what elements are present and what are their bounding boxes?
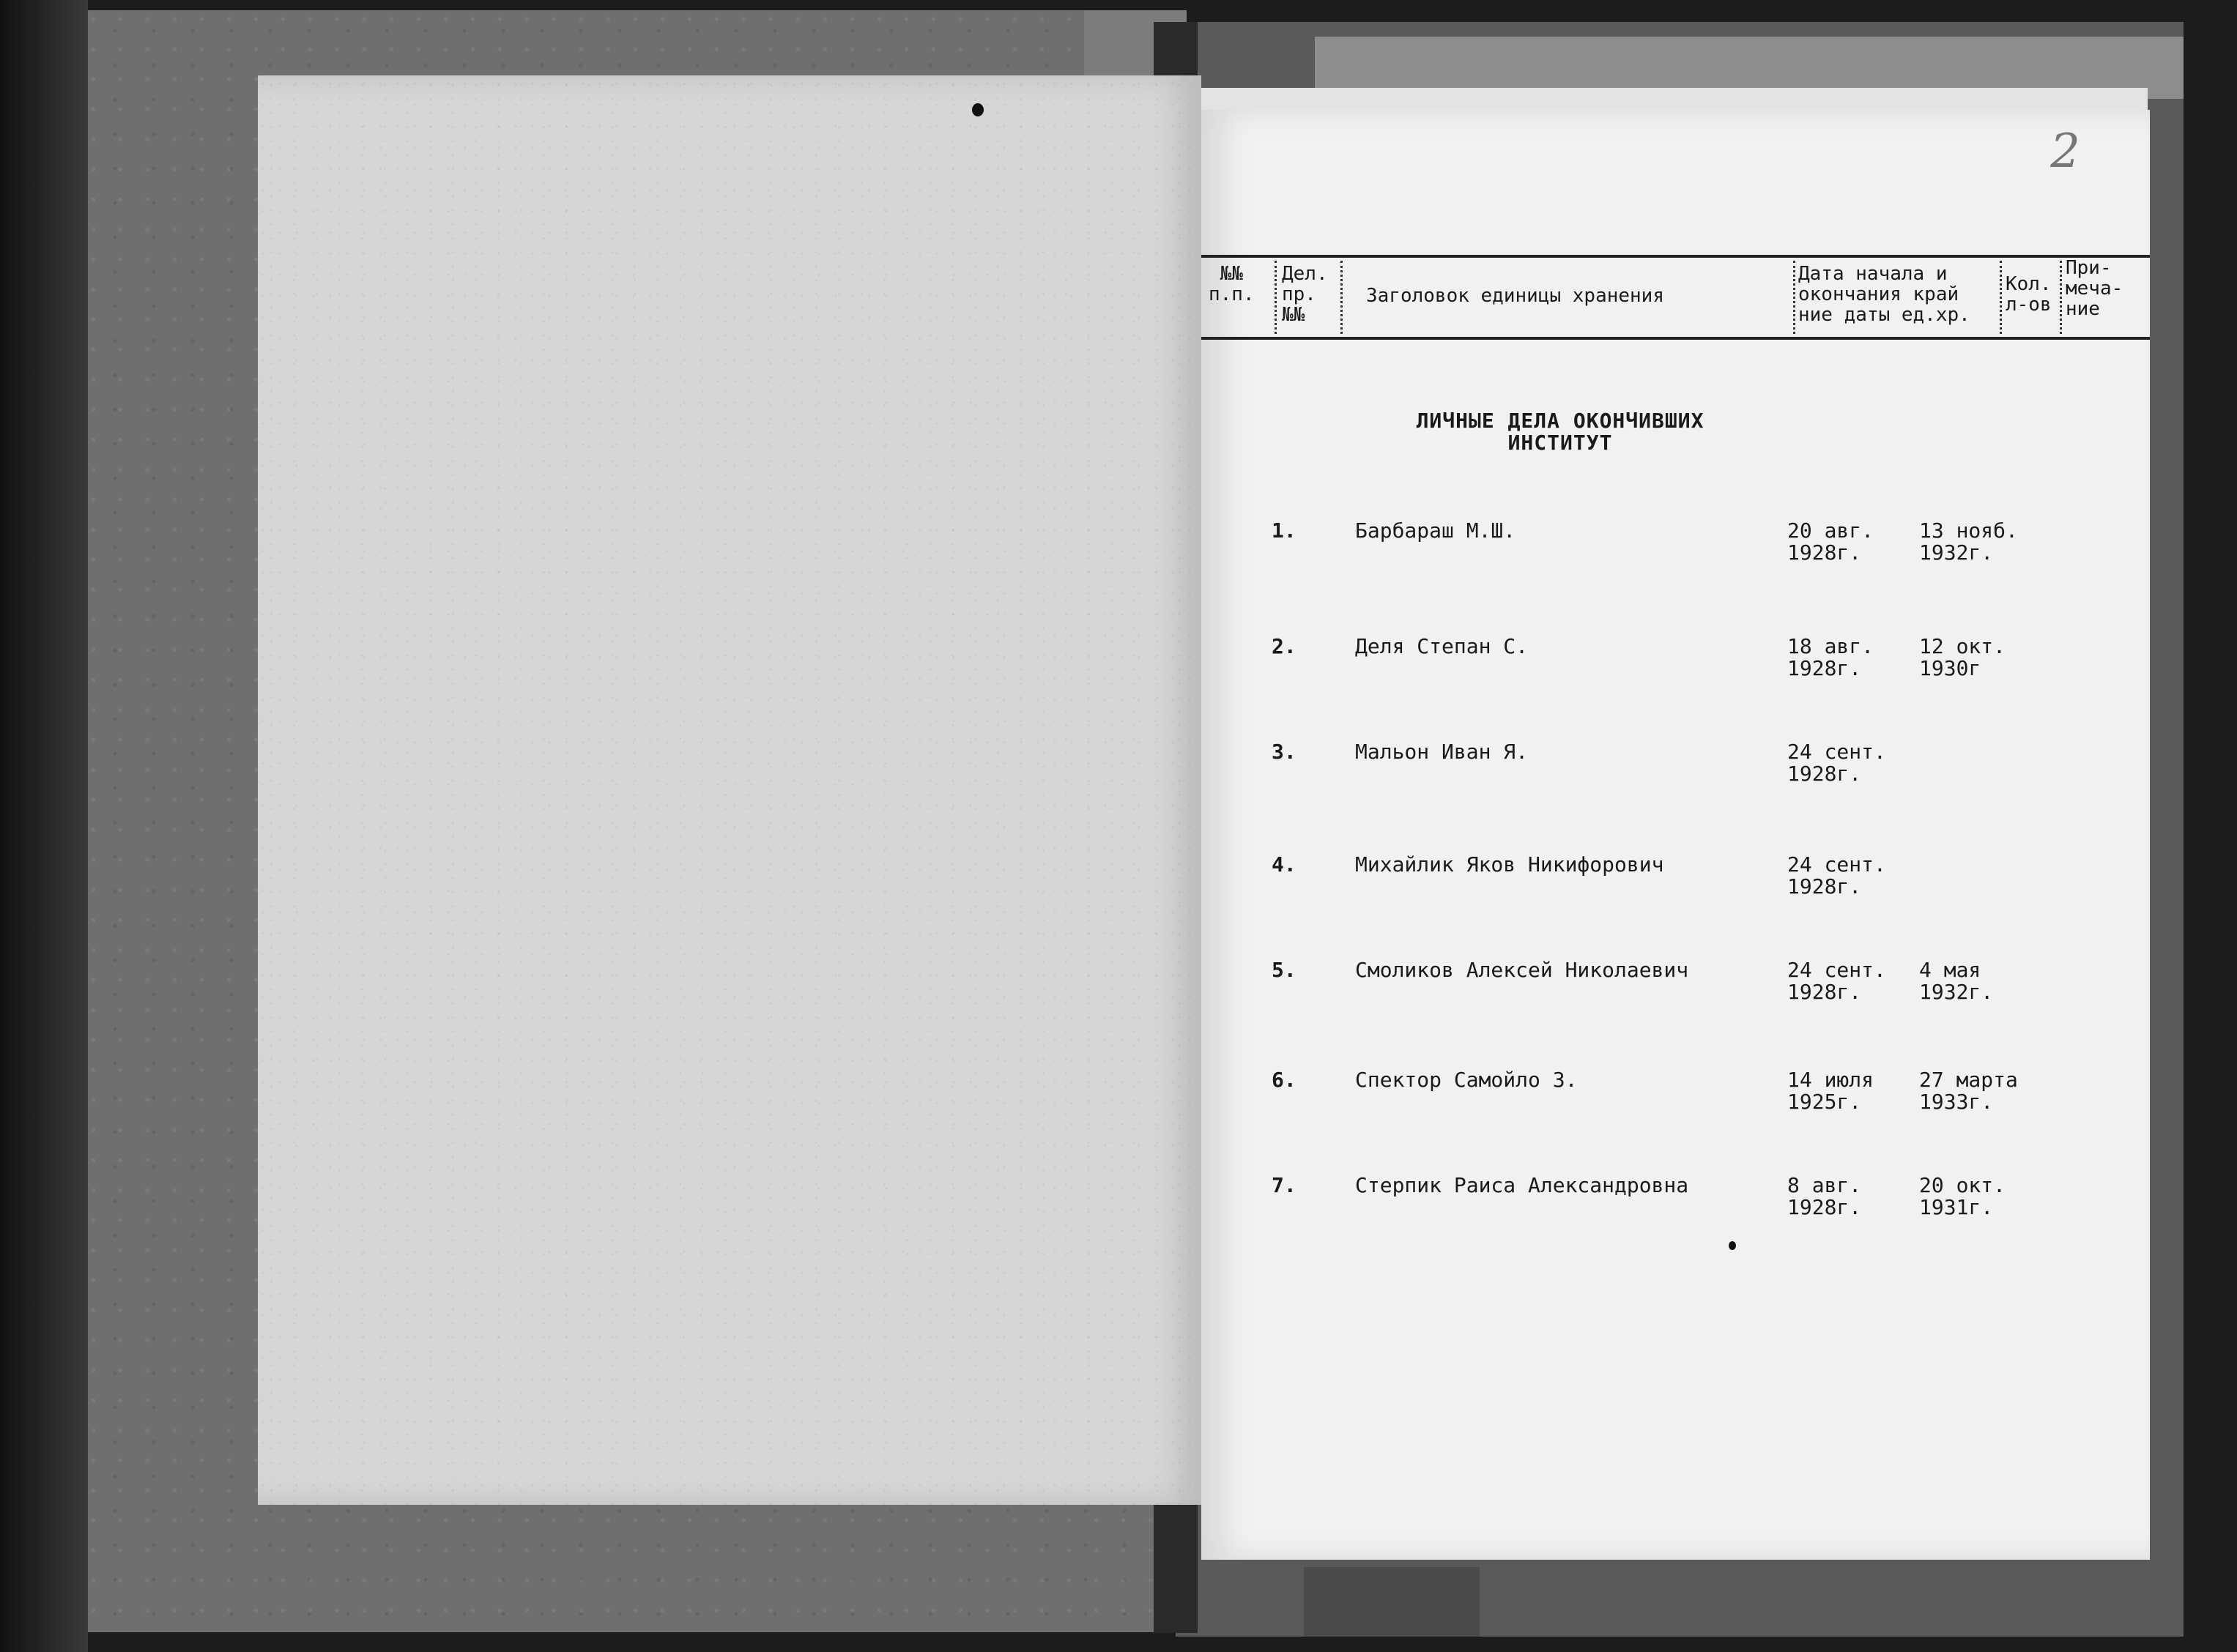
table-row xyxy=(1201,1175,2150,1221)
start-date-day: 24 сент. xyxy=(1787,958,1886,982)
header-sheets: Кол. л-ов xyxy=(2006,273,2052,316)
header-title: Заголовок единицы хранения xyxy=(1366,285,1664,307)
start-date-year: 1925г. xyxy=(1787,1090,1862,1114)
end-date-day: 12 окт. xyxy=(1919,634,2006,658)
row-title: Стерпик Раиса Александровна xyxy=(1355,1173,1689,1197)
start-date-day: 20 авг. xyxy=(1787,518,1874,543)
row-title: Смоликов Алексей Николаевич xyxy=(1355,958,1689,982)
row-number: 6. xyxy=(1272,1068,1296,1092)
start-date xyxy=(1787,1175,1861,1218)
end-date-day: 13 нояб. xyxy=(1919,518,2018,543)
header-divider xyxy=(2000,261,2002,334)
scan-edge xyxy=(0,0,88,1652)
start-date-year: 1928г. xyxy=(1787,762,1862,786)
start-date-day: 8 авг. xyxy=(1787,1173,1862,1197)
start-date xyxy=(1787,854,1886,898)
header-num: №№ п.п. xyxy=(1209,263,1255,305)
end-date-year: 1931г. xyxy=(1919,1195,1994,1219)
table-header xyxy=(1201,255,2150,340)
end-date xyxy=(1919,1175,2006,1218)
table-row xyxy=(1201,1069,2150,1116)
end-date-day: 27 марта xyxy=(1919,1068,2018,1092)
ink-spot xyxy=(1729,1241,1736,1250)
header-divider xyxy=(2060,261,2062,334)
end-date xyxy=(1919,520,2018,564)
row-title: Михайлик Яков Никифорович xyxy=(1355,852,1664,877)
inventory-page xyxy=(1201,110,2150,1560)
start-date-day: 18 авг. xyxy=(1787,634,1874,658)
table-row xyxy=(1201,741,2150,788)
row-number: 5. xyxy=(1272,958,1296,982)
table-row xyxy=(1201,959,2150,1006)
row-title: Спектор Самойло З. xyxy=(1355,1068,1578,1092)
start-date-year: 1928г. xyxy=(1787,980,1862,1004)
end-date-year: 1932г. xyxy=(1919,540,1994,565)
row-number: 3. xyxy=(1272,740,1296,764)
row-title: Мальон Иван Я. xyxy=(1355,740,1529,764)
start-date xyxy=(1787,520,1874,564)
start-date-year: 1928г. xyxy=(1787,1195,1862,1219)
row-number: 4. xyxy=(1272,852,1296,877)
start-date-year: 1928г. xyxy=(1787,656,1862,680)
end-date-day: 4 мая xyxy=(1919,958,1981,982)
start-date xyxy=(1787,959,1886,1003)
end-date-year: 1933г. xyxy=(1919,1090,1994,1114)
start-date xyxy=(1787,1069,1874,1113)
section-title-line: ИНСТИТУТ xyxy=(1507,431,1613,455)
start-date-day: 14 июля xyxy=(1787,1068,1874,1092)
start-date xyxy=(1787,741,1886,785)
header-divider xyxy=(1340,261,1343,334)
end-date xyxy=(1919,1069,2018,1113)
end-date-day: 20 окт. xyxy=(1919,1173,2006,1197)
row-number: 7. xyxy=(1272,1173,1296,1197)
row-number: 1. xyxy=(1272,518,1296,543)
folio-number: 2 xyxy=(2050,124,2080,179)
end-date xyxy=(1919,636,2006,680)
table-row xyxy=(1201,854,2150,901)
header-notes: При- меча- ние xyxy=(2066,257,2123,320)
end-date xyxy=(1919,959,1993,1003)
start-date xyxy=(1787,636,1874,680)
blank-left-page xyxy=(258,75,1201,1505)
header-divider xyxy=(1275,261,1277,334)
section-title-line: ЛИЧНЫЕ ДЕЛА ОКОНЧИВШИХ xyxy=(1416,409,1704,433)
start-date-day: 24 сент. xyxy=(1787,852,1886,877)
table-row xyxy=(1201,520,2150,567)
ink-spot xyxy=(972,103,984,116)
section-title xyxy=(1370,410,1751,454)
end-date-year: 1930г xyxy=(1919,656,1981,680)
row-number: 2. xyxy=(1272,634,1296,658)
header-divider xyxy=(1793,261,1795,334)
start-date-year: 1928г. xyxy=(1787,874,1862,898)
header-case: Дел. пр. №№ xyxy=(1282,263,1328,326)
row-title: Барбараш М.Ш. xyxy=(1355,518,1516,543)
start-date-year: 1928г. xyxy=(1787,540,1862,565)
row-title: Деля Степан С. xyxy=(1355,634,1529,658)
start-date-day: 24 сент. xyxy=(1787,740,1886,764)
folder-band xyxy=(1304,1567,1480,1637)
end-date-year: 1932г. xyxy=(1919,980,1994,1004)
table-row xyxy=(1201,636,2150,682)
header-dates: Дата начала и окончания край ние даты ед.хр. xyxy=(1798,263,1970,326)
